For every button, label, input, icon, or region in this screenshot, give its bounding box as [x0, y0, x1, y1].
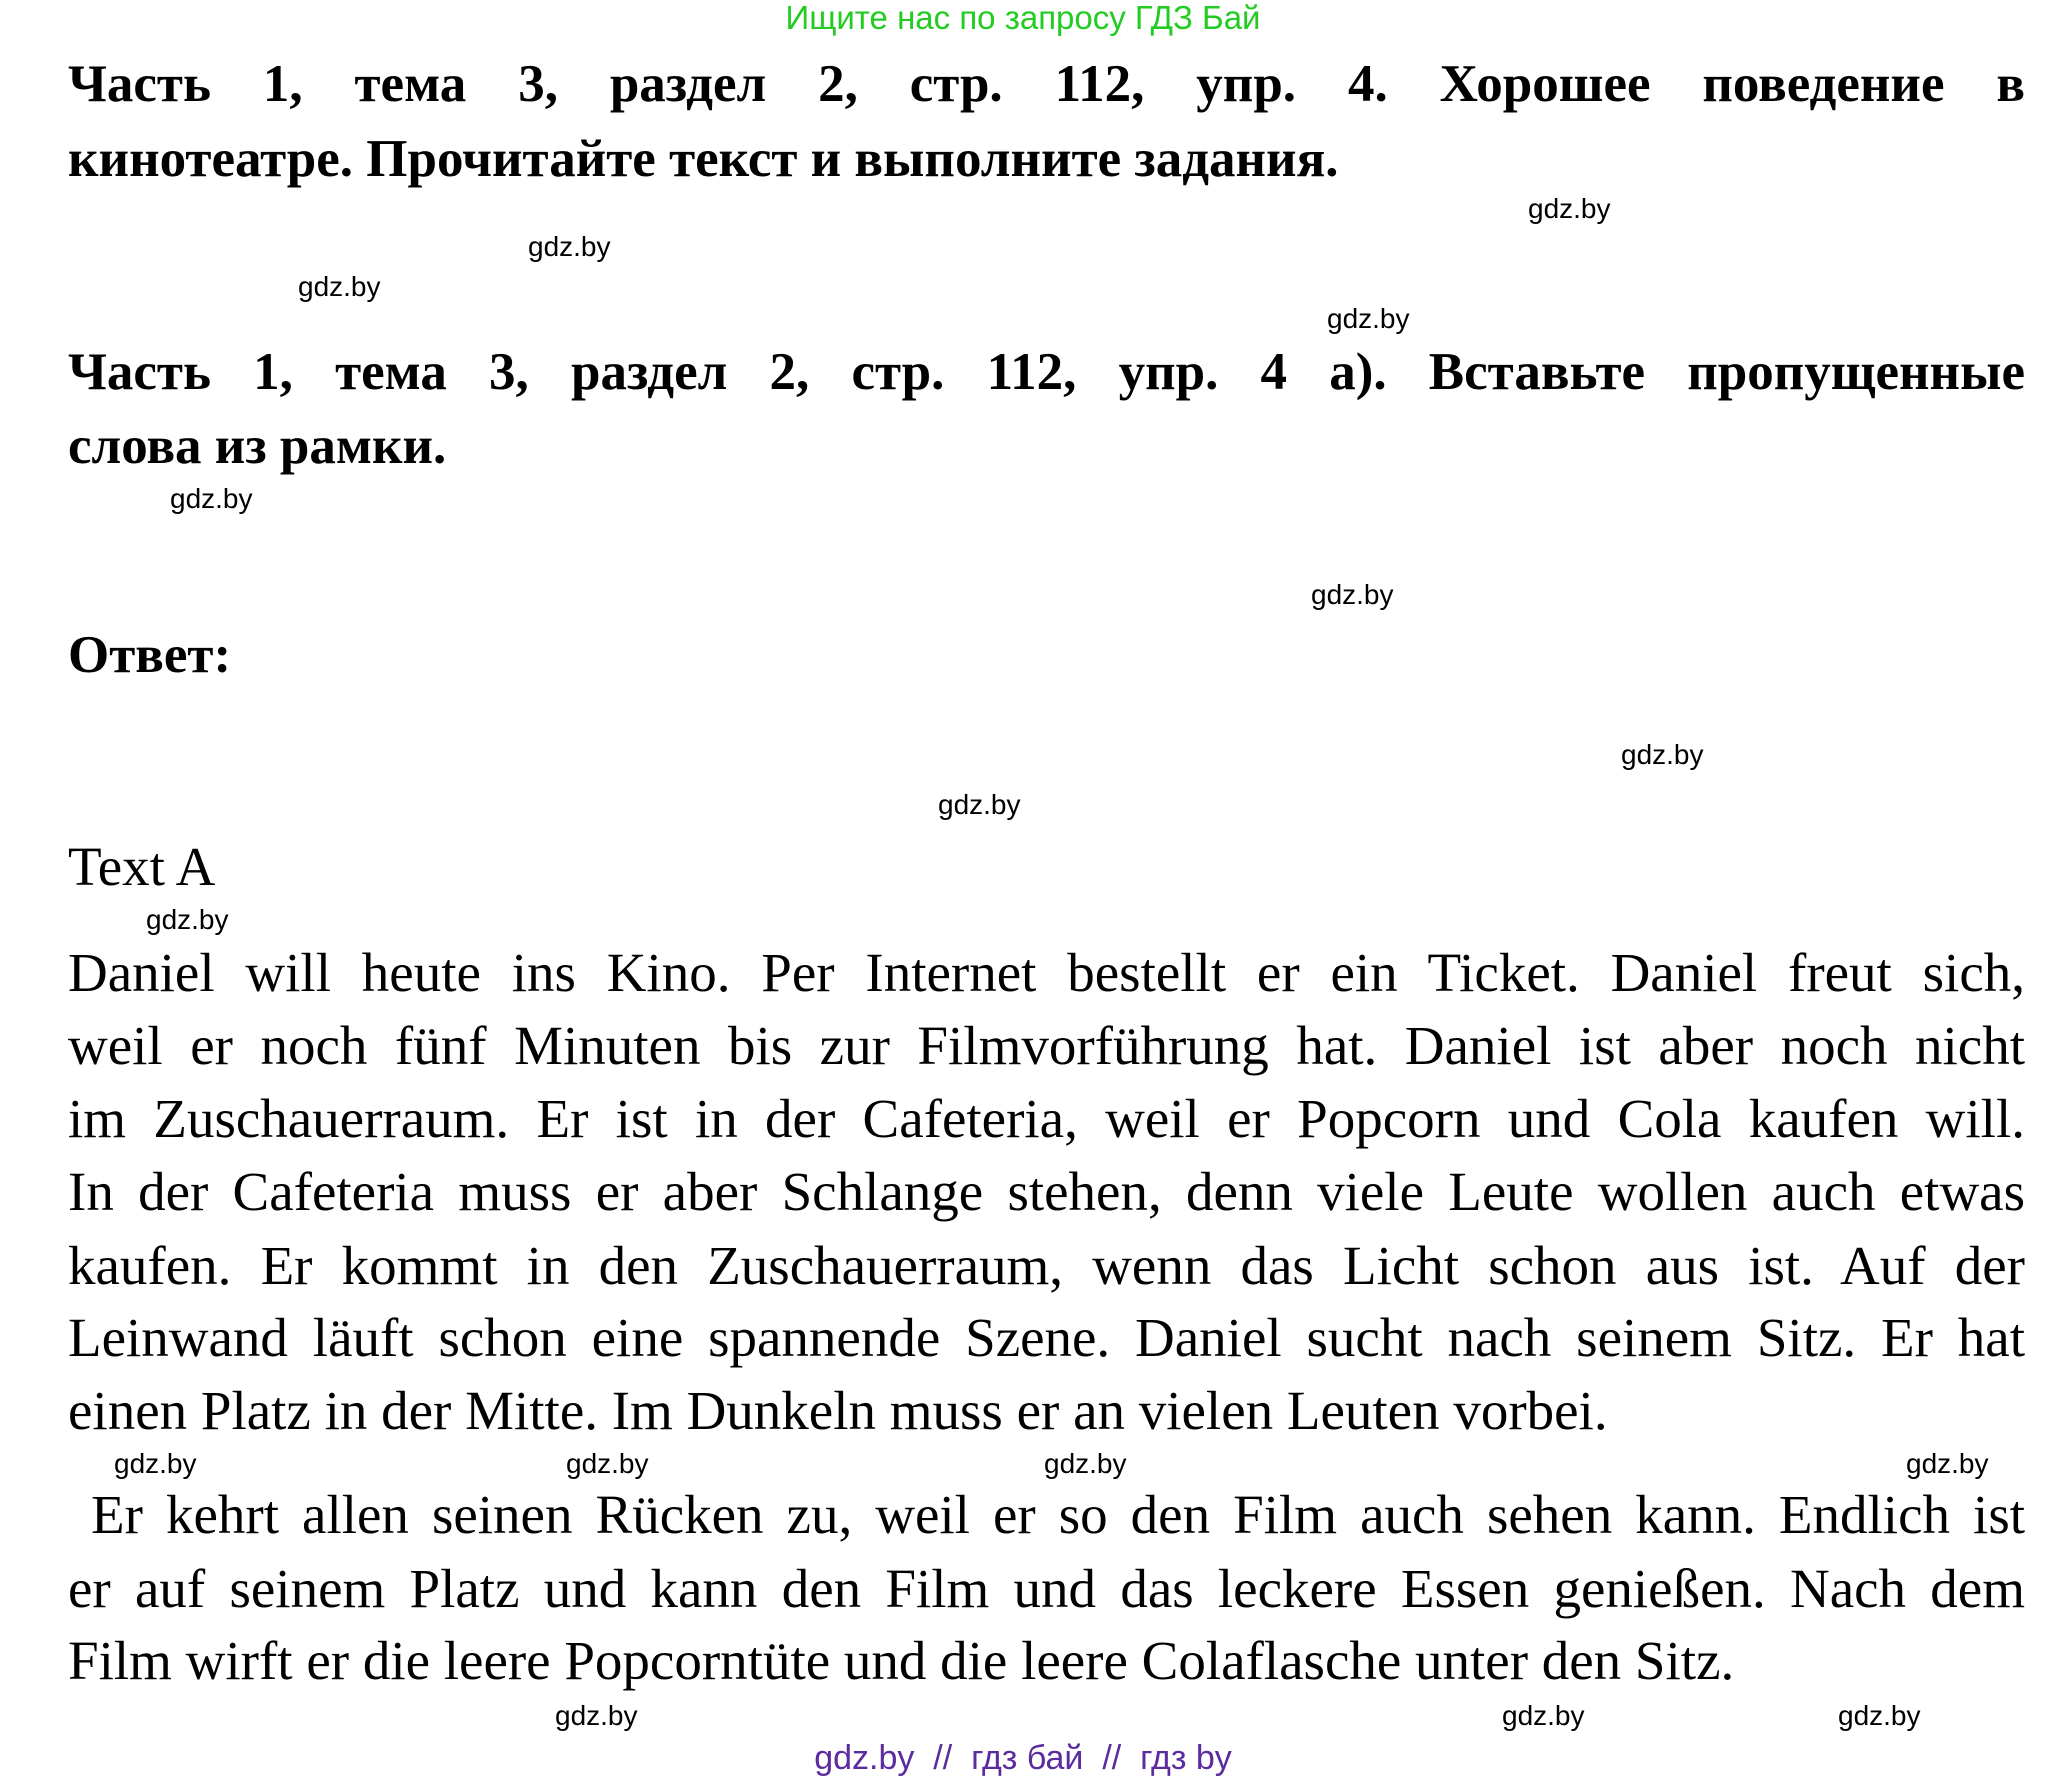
watermark: gdz.by [1311, 579, 1394, 610]
watermark: gdz.by [1327, 303, 1410, 334]
text-line: Leinwand läuft schon eine spannende Szene. Daniel sucht nach seinem Sitz. Er hat [68, 1307, 2025, 1368]
watermark: gdz.by [146, 904, 229, 935]
exercise-heading-line: кинотеатре. Прочитайте текст и выполните задания. [68, 130, 1339, 188]
watermark: gdz.by [566, 1448, 649, 1479]
watermark: gdz.by [528, 231, 611, 262]
text-line: er auf seinem Platz und kann den Film und das leckere Essen genießen. Nach dem [68, 1558, 2025, 1619]
watermark: gdz.by [1502, 1700, 1585, 1731]
watermark: gdz.by [1838, 1700, 1921, 1731]
text-line: Film wirft er die leere Popcorntüte und die leere Colaflasche unter den Sitz. [68, 1630, 1735, 1691]
watermark: gdz.by [298, 271, 381, 302]
footer-links: gdz.by // гдз бай // гдз by [814, 1739, 1232, 1777]
text-line: In der Cafeteria muss er aber Schlange stehen, denn viele Leute wollen auch etwas [68, 1161, 2025, 1222]
text-line: einen Platz in der Mitte. Im Dunkeln muss er an vielen Leuten vorbei. [68, 1380, 1608, 1441]
watermark: gdz.by [114, 1448, 197, 1479]
exercise-heading-line: Часть 1, тема 3, раздел 2, стр. 112, упр. 4. Хорошее поведение в [68, 55, 2025, 113]
watermark: gdz.by [1621, 739, 1704, 770]
text-title: Text A [68, 836, 216, 897]
search-banner: Ищите нас по запросу ГДЗ Бай [785, 0, 1261, 36]
text-line: weil er noch fünf Minuten bis zur Filmvorführung hat. Daniel ist aber noch nicht [68, 1015, 2025, 1076]
watermark: gdz.by [555, 1700, 638, 1731]
exercise-subheading-line: Часть 1, тема 3, раздел 2, стр. 112, упр. 4 а). Вставьте пропущенные [68, 343, 2025, 401]
watermark: gdz.by [938, 789, 1021, 820]
text-line: im Zuschauerraum. Er ist in der Cafeteria, weil er Popcorn und Cola kaufen will. [68, 1088, 2025, 1149]
watermark: gdz.by [1528, 193, 1611, 224]
text-line: kaufen. Er kommt in den Zuschauerraum, wenn das Licht schon aus ist. Auf der [68, 1235, 2025, 1296]
exercise-subheading-line: слова из рамки. [68, 417, 447, 475]
text-line: Daniel will heute ins Kino. Per Internet bestellt er ein Ticket. Daniel freut sich, [68, 942, 2025, 1003]
watermark: gdz.by [1906, 1448, 1989, 1479]
watermark: gdz.by [1044, 1448, 1127, 1479]
answer-label: Ответ: [68, 626, 232, 684]
text-line: Er kehrt allen seinen Rücken zu, weil er so den Film auch sehen kann. Endlich ist [68, 1484, 2025, 1545]
watermark: gdz.by [170, 483, 253, 514]
